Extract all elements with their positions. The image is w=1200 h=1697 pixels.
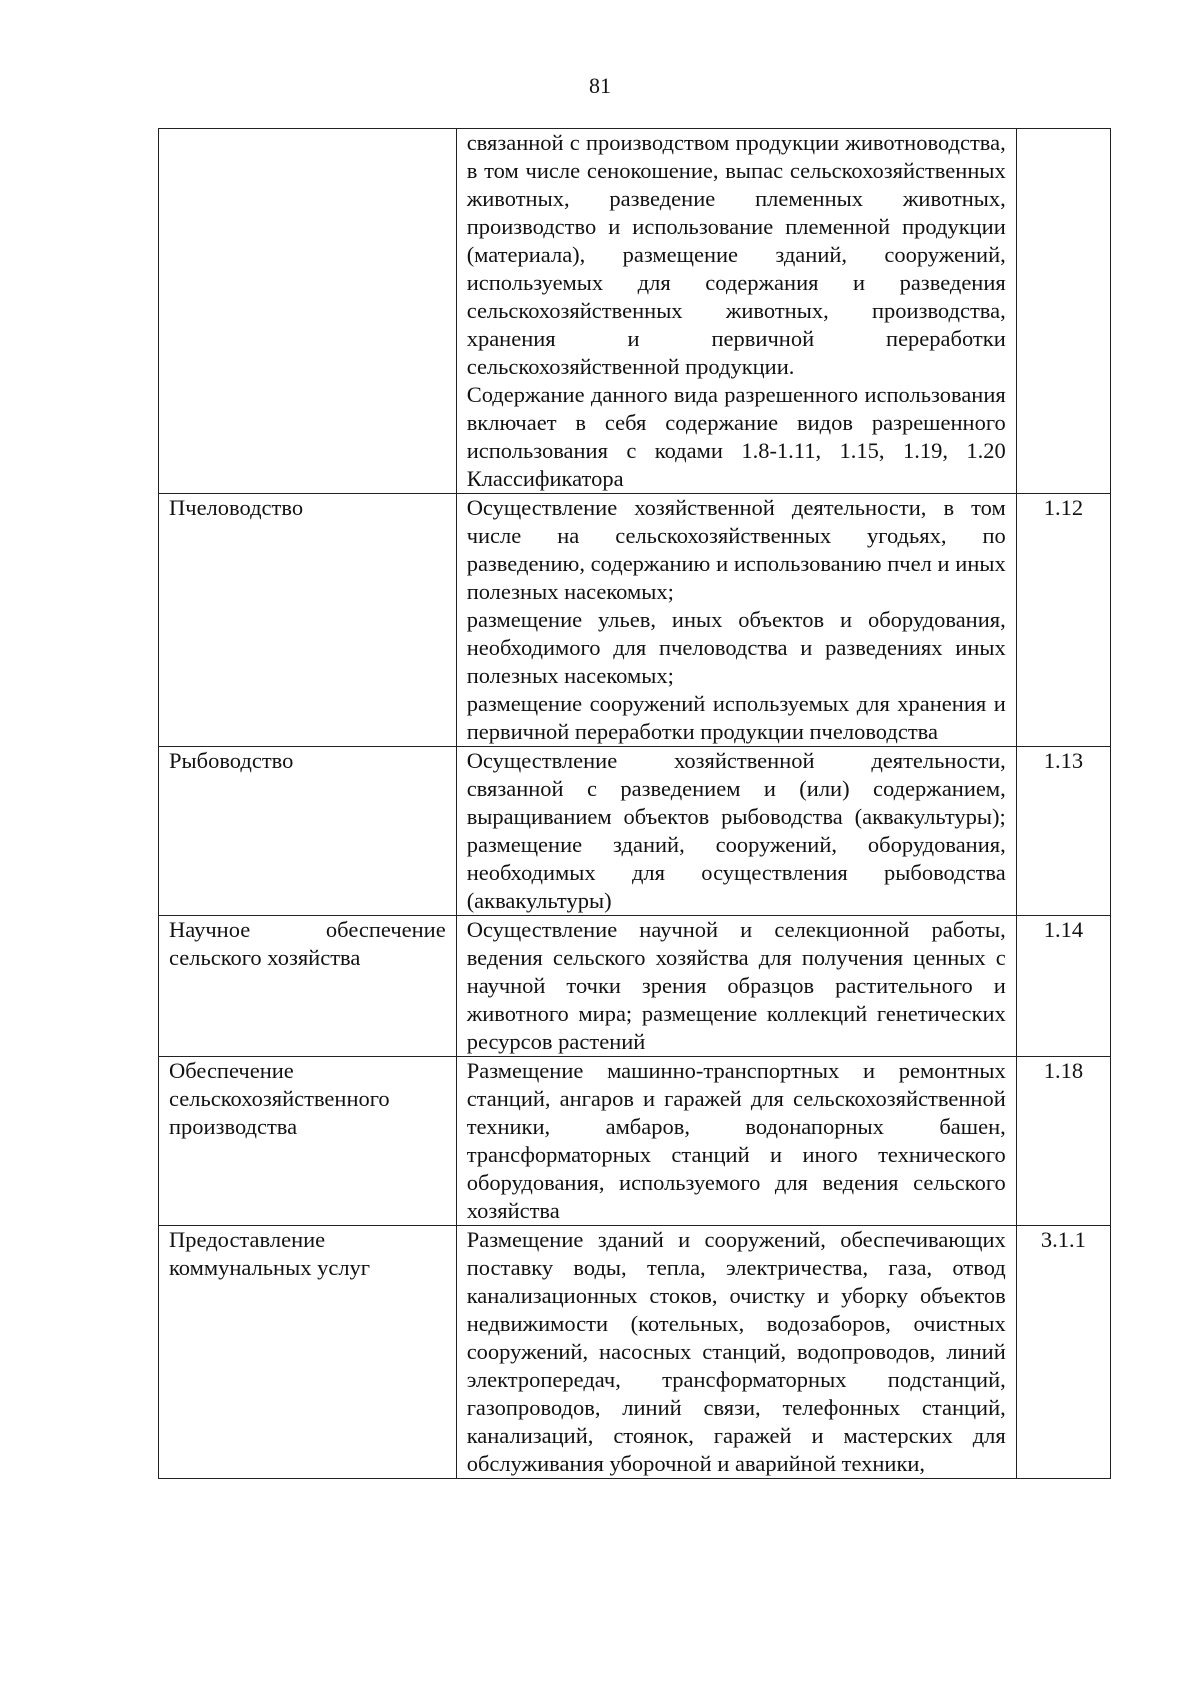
use-code-cell [1016, 129, 1110, 494]
table-row [159, 1226, 1111, 1479]
land-use-table [158, 128, 1111, 1479]
table-row [159, 494, 1111, 747]
use-name-cell [159, 129, 457, 494]
use-code-cell: 1.18 [1016, 1057, 1110, 1226]
use-description-cell [456, 916, 1016, 1057]
use-name-cell: Пчеловодство [159, 494, 457, 747]
table-row [159, 129, 1111, 494]
table-row [159, 747, 1111, 916]
table-row [159, 916, 1111, 1057]
use-description-cell [456, 1226, 1016, 1479]
description-paragraph: размещение сооружений используемых для хранения и первичной переработки продукции пчеловодства [466, 691, 1006, 744]
description-paragraph: Осуществление хозяйственной деятельности, связанной с разведением и (или) содержанием, выращиванием объектов рыбоводства (аквакультуры); размещение зданий, сооружений, оборудования, необходимых для осуществления рыбоводства (аквакультуры) [466, 748, 1006, 913]
description-paragraph: Осуществление хозяйственной деятельности, в том числе на сельскохозяйственных угодьях, по разведению, содержанию и использованию пчел и иных полезных насекомых; [466, 495, 1006, 604]
use-code-cell: 1.14 [1016, 916, 1110, 1057]
description-paragraph: связанной с производством продукции животноводства, в том числе сенокошение, выпас сельскохозяйственных животных, разведение племенных животных, производство и использование племенной продукции (материала), размещение зданий, сооружений, используемых для содержания и разведения сельскохозяйственных животных, производства, хранения и первичной переработки сельскохозяйственной продукции. [466, 130, 1006, 379]
page-number: 81 [589, 73, 611, 98]
description-paragraph: Размещение машинно-транспортных и ремонтных станций, ангаров и гаражей для сельскохозяйственной техники, амбаров, водонапорных башен, трансформаторных станций и иного технического оборудования, используемого для ведения сельского хозяйства [466, 1058, 1006, 1223]
use-code-cell: 1.12 [1016, 494, 1110, 747]
table-row [159, 1057, 1111, 1226]
use-description-cell [456, 747, 1016, 916]
use-name-cell: Предоставление коммунальных услуг [159, 1226, 457, 1479]
description-paragraph: Размещение зданий и сооружений, обеспечивающих поставку воды, тепла, электричества, газа, отвод канализационных стоков, очистку и уборку объектов недвижимости (котельных, водозаборов, очистных сооружений, насосных станций, водопроводов, линий электропередач, трансформаторных подстанций, газопроводов, линий связи, телефонных станций, канализаций, стоянок, гаражей и мастерских для обслуживания уборочной и аварийной техники, [466, 1227, 1006, 1476]
use-name-cell: Рыбоводство [159, 747, 457, 916]
use-description-cell [456, 1057, 1016, 1226]
description-paragraph: Осуществление научной и селекционной работы, ведения сельского хозяйства для получения ценных с научной точки зрения образцов растительного и животного мира; размещение коллекций генетических ресурсов растений [466, 917, 1006, 1054]
description-paragraph: размещение ульев, иных объектов и оборудования, необходимого для пчеловодства и разведениях иных полезных насекомых; [466, 607, 1006, 688]
use-description-cell [456, 129, 1016, 494]
use-name-cell: Обеспечение сельскохозяйственного производства [159, 1057, 457, 1226]
description-paragraph: Содержание данного вида разрешенного использования включает в себя содержание видов разрешенного использования с кодами 1.8-1.11, 1.15, 1.19, 1.20 Классификатора [466, 382, 1006, 491]
use-name-cell: Научное обеспечение сельского хозяйства [159, 916, 457, 1057]
use-description-cell [456, 494, 1016, 747]
use-code-cell: 1.13 [1016, 747, 1110, 916]
use-code-cell: 3.1.1 [1016, 1226, 1110, 1479]
